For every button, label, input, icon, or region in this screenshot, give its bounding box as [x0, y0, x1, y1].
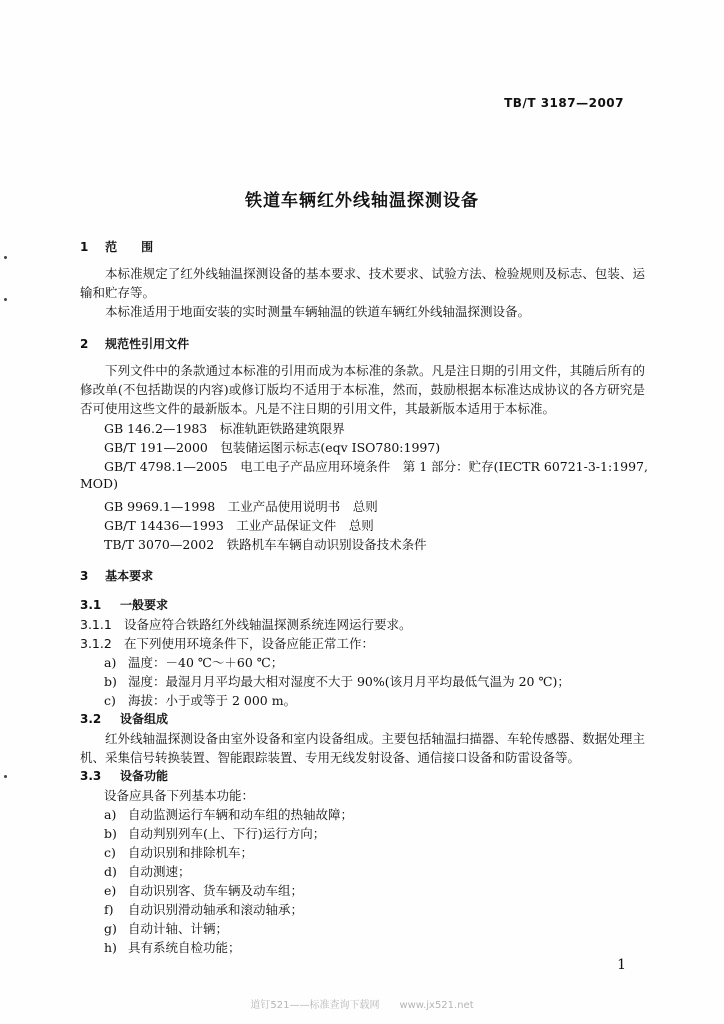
list-item-text: 具有系统自检功能； [128, 940, 241, 955]
watermark-footer: 道钉521——标准查询下载网 www.jx521.net [250, 1000, 474, 1011]
section-1-heading [80, 238, 153, 255]
list-item-text: 海拔：小于或等于 2 000 m。 [128, 693, 297, 708]
section-3-heading [80, 567, 153, 584]
list-item [104, 843, 253, 861]
list-item [104, 691, 296, 709]
clause-3-1-2-text: 在下列使用环境条件下，设备应能正常工作： [124, 636, 375, 651]
list-item-text: 自动识别滑动轴承和滚动轴承； [128, 902, 304, 917]
section-1-paragraph-2: 本标准适用于地面安装的实时测量车辆轴温的铁道车辆红外线轴温探测设备。 [105, 304, 531, 319]
reference-item: GB/T 4798.1—2005 电工电子产品应用环境条件 第 1 部分：贮存(IECTR 60721-3-1:1997, [104, 459, 648, 474]
section-3-3-heading [80, 767, 168, 784]
scan-speck [4, 298, 7, 301]
list-item-label: h) [104, 940, 117, 955]
reference-item: GB/T 14436—1993 工业产品保证文件 总则 [104, 518, 374, 533]
section-3-3-title: 设备功能 [120, 769, 169, 783]
list-item [104, 938, 241, 956]
document-title: 铁道车辆红外线轴温探测设备 [245, 191, 479, 211]
section-3-number: 3 [80, 569, 89, 583]
scan-speck [4, 775, 7, 778]
section-3-1-number: 3.1 [80, 598, 102, 612]
clause-3-1-2-number: 3.1.2 [80, 636, 112, 651]
page-number: 1 [617, 957, 626, 973]
section-2-heading [80, 335, 189, 352]
list-item-text: 自动识别客、货车辆及动车组； [128, 883, 304, 898]
clause-3-1-1-text: 设备应符合铁路红外线轴温探测系统连网运行要求。 [124, 617, 412, 632]
list-item-label: c) [104, 693, 116, 708]
reference-item: GB 9969.1—1998 工业产品使用说明书 总则 [104, 499, 378, 514]
list-item-label: e) [104, 883, 117, 898]
clause-3-1-1 [80, 615, 412, 633]
section-3-3-number: 3.3 [80, 769, 102, 783]
reference-item-continuation: MOD) [80, 476, 118, 491]
list-item-text: 自动监测运行车辆和动车组的热轴故障； [128, 807, 354, 822]
reference-item: TB/T 3070—2002 铁路机车车辆自动识别设备技术条件 [104, 537, 427, 552]
section-3-2-number: 3.2 [80, 712, 102, 726]
list-item [104, 919, 228, 937]
list-item-label: a) [104, 807, 117, 822]
section-3-3-intro: 设备应具备下列基本功能： [104, 788, 255, 803]
list-item [104, 900, 303, 918]
list-item-label: d) [104, 864, 117, 879]
list-item-label: g) [104, 921, 117, 936]
reference-item: GB/T 191—2000 包装储运图示标志(eqv ISO780:1997) [104, 440, 441, 455]
section-1-title: 范 围 [105, 240, 154, 254]
list-item-text: 温度：－40 ℃～＋60 ℃； [128, 655, 284, 670]
section-3-1-heading [80, 596, 168, 613]
list-item-label: b) [104, 674, 117, 689]
section-3-1-title: 一般要求 [120, 598, 169, 612]
section-2-paragraph: 下列文件中的条款通过本标准的引用而成为本标准的条款。凡是注日期的引用文件，其随后所有的修改单(不包括勘误的内容)或修订版均不适用于本标准，然而，鼓励根据本标准达成协议的各方研究是否可使用这些文件的最新版本。凡是不注日期的引用文件，其最新版本适用于本标准。 [80, 363, 645, 416]
list-item [104, 824, 325, 842]
clause-3-1-1-number: 3.1.1 [80, 617, 112, 632]
list-item [104, 672, 570, 690]
clause-3-1-2 [80, 634, 374, 652]
list-item [104, 862, 191, 880]
list-item-label: c) [104, 845, 116, 860]
section-3-2-paragraph: 红外线轴温探测设备由室外设备和室内设备组成。主要包括轴温扫描器、车轮传感器、数据处理主机、采集信号转换装置、智能跟踪装置、专用无线发射设备、通信接口设备和防雷设备等。 [80, 731, 645, 765]
list-item-text: 自动计轴、计辆； [128, 921, 229, 936]
section-1-paragraph-1: 本标准规定了红外线轴温探测设备的基本要求、技术要求、试验方法、检验规则及标志、包装、运输和贮存等。 [80, 266, 645, 300]
section-3-2-heading [80, 710, 168, 727]
list-item-label: a) [104, 655, 117, 670]
section-2-number: 2 [80, 337, 89, 351]
reference-item: GB 146.2—1983 标准轨距铁路建筑限界 [104, 421, 345, 436]
list-item-text: 湿度：最湿月月平均最大相对湿度不大于 90%(该月月平均最低气温为 20 ℃)； [128, 674, 570, 689]
standard-code-header: TB/T 3187—2007 [504, 96, 624, 110]
list-item-label: b) [104, 826, 117, 841]
list-item-label: f) [104, 902, 114, 917]
section-3-title: 基本要求 [105, 569, 154, 583]
scan-speck [4, 256, 7, 259]
section-3-2-title: 设备组成 [120, 712, 169, 726]
list-item [104, 805, 353, 823]
list-item [104, 653, 283, 671]
section-1-number: 1 [80, 240, 89, 254]
list-item [104, 881, 303, 899]
list-item-text: 自动测速； [128, 864, 191, 879]
list-item-text: 自动识别和排除机车； [128, 845, 254, 860]
section-2-title: 规范性引用文件 [105, 337, 190, 351]
list-item-text: 自动判别列车(上、下行)运行方向； [128, 826, 326, 841]
